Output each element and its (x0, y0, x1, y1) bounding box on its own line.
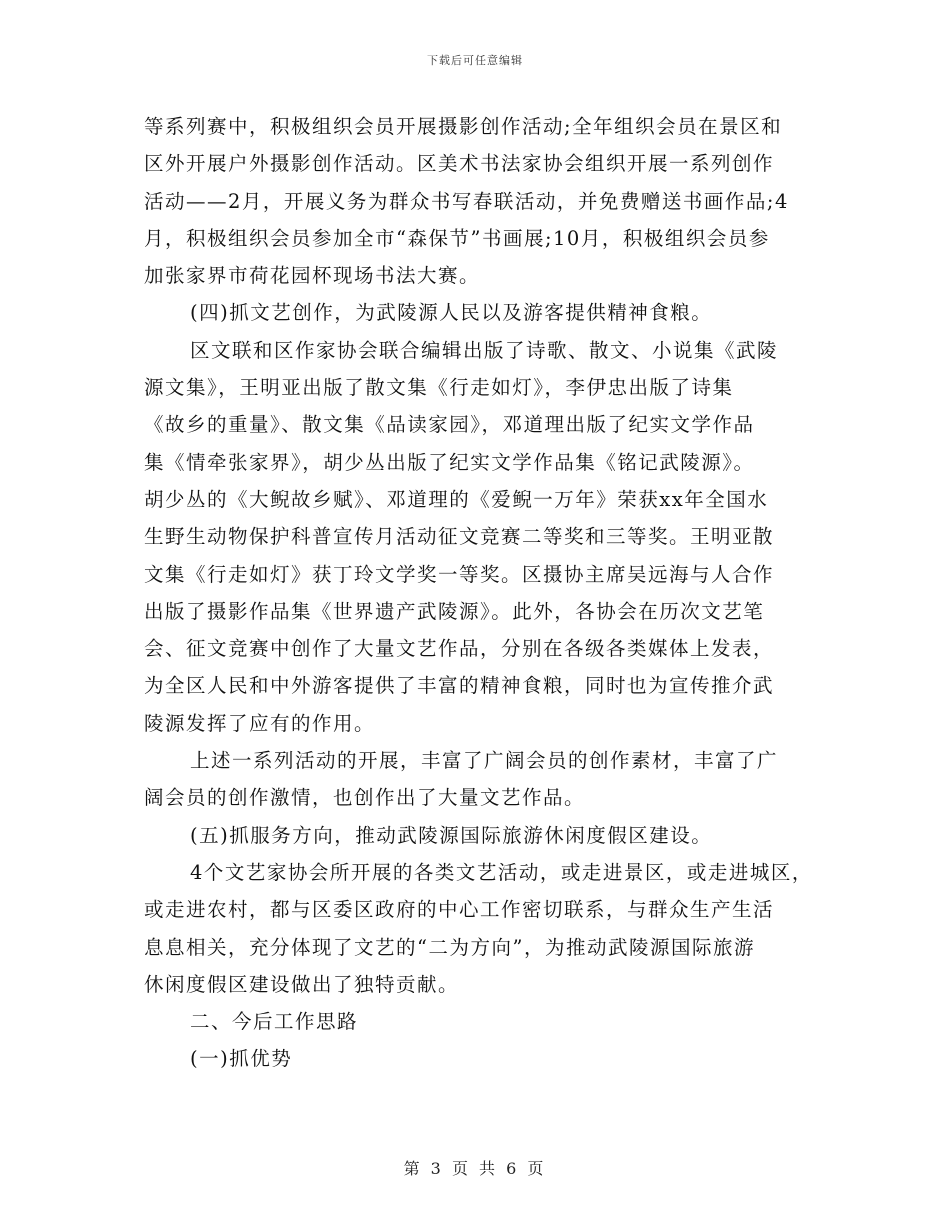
text-line: 源文集》，王明亚出版了散文集《行走如灯》，李伊忠出版了诗集 (144, 376, 734, 400)
text-line: 月，积极组织会员参加全市“森保节”书画展;10月，积极组织会员参 (144, 226, 770, 250)
text-line: 为全区人民和中外游客提供了丰富的精神食粮，同时也为宣传推介武 (144, 674, 775, 698)
text-line: 阔会员的创作激情，也创作出了大量文艺作品。 (144, 786, 586, 810)
paragraph-start: 区文联和区作家协会联合编辑出版了诗歌、散文、小说集《武陵 (190, 338, 779, 362)
text-line: 息息相关，充分体现了文艺的“二为方向”，为推动武陵源国际旅游 (144, 935, 755, 959)
text-line: 胡少丛的《大鲵故乡赋》、邓道理的《爱鲵一万年》荣获xx年全国水 (144, 487, 769, 511)
text-line: 陵源发挥了应有的作用。 (144, 711, 376, 735)
text-line: 集《情牵张家界》，胡少丛出版了纪实文学作品集《铭记武陵源》。 (144, 450, 755, 474)
text-line: 文集《行走如灯》获丁玲文学奖一等奖。区摄协主席吴远海与人合作 (144, 562, 775, 586)
text-line: 生野生动物保护科普宣传月活动征文竞赛二等奖和三等奖。王明亚散 (144, 525, 775, 549)
text-line: 区外开展户外摄影创作活动。区美术书法家协会组织开展一系列创作 (144, 152, 775, 176)
text-line: 会、征文竞赛中创作了大量文艺作品，分别在各级各类媒体上发表， (144, 637, 775, 661)
text-line: 或走进农村，都与区委区政府的中心工作密切联系，与群众生产生活 (144, 898, 775, 922)
section-heading: (五)抓服务方向，推动武陵源国际旅游休闲度假区建设。 (190, 823, 713, 847)
text-line: 加张家界市荷花园杯现场书法大赛。 (144, 264, 481, 288)
section-heading: (一)抓优势 (190, 1047, 293, 1071)
paragraph-start: 上述一系列活动的开展，丰富了广阔会员的创作素材，丰富了广 (190, 749, 779, 773)
text-line: 等系列赛中，积极组织会员开展摄影创作活动;全年组织会员在景区和 (144, 115, 783, 138)
text-line: 休闲度假区建设做出了独特贡献。 (144, 972, 460, 996)
text-line: 活动——2月，开展义务为群众书写春联活动，并免费赠送书画作品;4 (144, 189, 789, 213)
paragraph-start: 4个文艺家协会所开展的各类文艺活动，或走进景区，或走进城区， (190, 860, 813, 884)
page-header: 下载后可任意编辑 (427, 54, 523, 67)
section-heading: 二、今后工作思路 (190, 1010, 359, 1034)
section-heading: (四)抓文艺创作，为武陵源人民以及游客提供精神食粮。 (190, 301, 713, 325)
text-line: 《故乡的重量》、散文集《品读家园》，邓道理出版了纪实文学作品 (144, 413, 755, 437)
document-body (144, 108, 834, 1078)
page-footer: 第 3 页 共 6 页 (403, 1159, 547, 1178)
text-line: 出版了摄影作品集《世界遗产武陵源》。此外，各协会在历次文艺笔 (144, 599, 765, 623)
